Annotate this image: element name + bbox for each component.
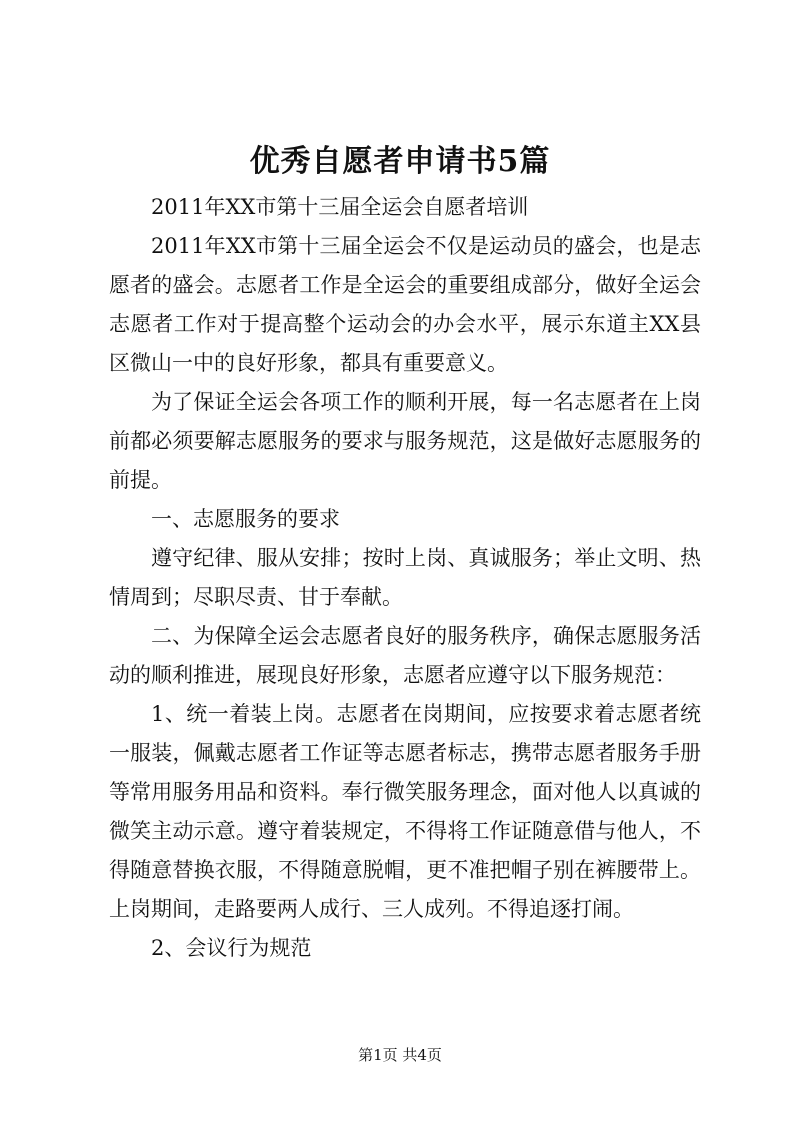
paragraph-uniform-rules: 1、统一着装上岗。志愿者在岗期间，应按要求着志愿者统一服装，佩戴志愿者工作证等志愿者标志，携带志愿者服务手册等常用服务用品和资料。奉行微笑服务理念，面对他人以真诚的微笑主动示意。遵守着装规定，不得将工作证随意借与他人，不得随意替换衣服，不得随意脱帽，更不准把帽子别在裤腰带上。上岗期间，走路要两人成行、三人成列。不得追逐打闹。 (109, 702, 701, 921)
section-heading-norms: 二、为保障全运会志愿者良好的服务秩序，确保志愿服务活动的顺利推进，展现良好形象，志愿者应遵守以下服务规范： (109, 624, 701, 687)
paragraph-training-heading: 2011年XX市第十三届全运会自愿者培训 (151, 195, 529, 219)
section-heading-requirements: 一、志愿服务的要求 (151, 507, 340, 531)
paragraph-meeting-rules: 2、会议行为规范 (151, 936, 312, 960)
paragraph-intro: 2011年XX市第十三届全运会不仅是运动员的盛会，也是志愿者的盛会。志愿者工作是全运会的重要组成部分，做好全运会志愿者工作对于提高整个运动会的办会水平，展示东道主XX县区微山一中的良好形象，都具有重要意义。 (109, 234, 701, 375)
document-body (109, 188, 701, 968)
document-title: 优秀自愿者申请书5篇 (249, 144, 551, 179)
paragraph-purpose: 为了保证全运会各项工作的顺利开展，每一名志愿者在上岗前都必须要解志愿服务的要求与服务规范，这是做好志愿服务的前提。 (109, 390, 701, 492)
paragraph-requirements: 遵守纪律、服从安排；按时上岗、真诚服务；举止文明、热情周到；尽职尽责、甘于奉献。 (109, 546, 701, 609)
page-number-footer: 第1页 共4页 (358, 1046, 442, 1064)
